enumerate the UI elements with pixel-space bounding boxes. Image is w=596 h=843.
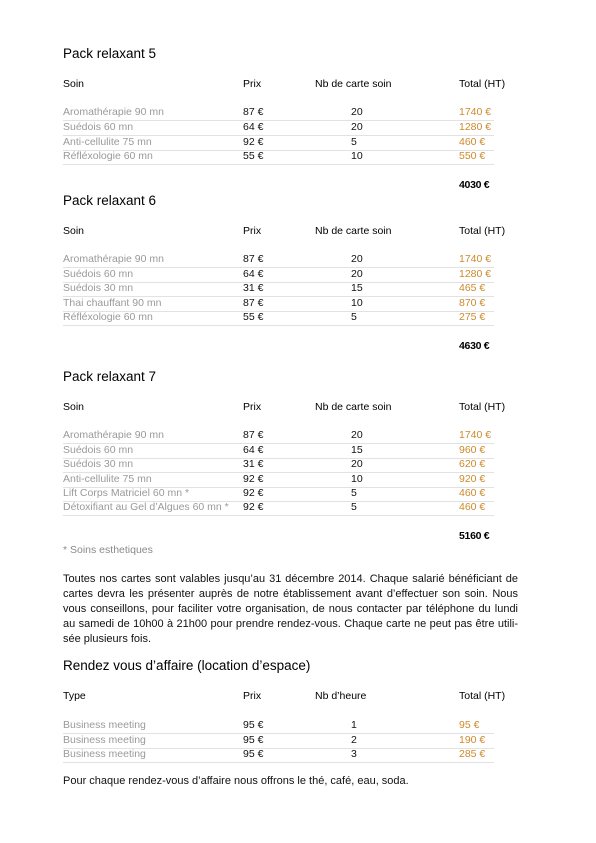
- soin-name: Réfléxologie 60 mn: [63, 150, 153, 162]
- soin-name: Détoxifiant au Gel d’Algues 60 mn *: [63, 501, 229, 513]
- header-nb-heure: Nb d’heure: [315, 690, 367, 702]
- soin-price: 64 €: [243, 268, 264, 280]
- type-total: 190 €: [459, 734, 486, 746]
- soin-qty: 20: [351, 253, 363, 265]
- soin-total: 870 €: [459, 297, 486, 309]
- soin-total: 1280 €: [459, 268, 492, 280]
- type-price: 95 €: [243, 748, 264, 760]
- header-total: Total (HT): [459, 401, 506, 413]
- soin-total: 460 €: [459, 136, 486, 148]
- header-prix: Prix: [243, 690, 262, 702]
- header-prix: Prix: [243, 78, 262, 90]
- soin-total: 1740 €: [459, 253, 492, 265]
- soin-price: 87 €: [243, 253, 264, 265]
- header-soin: Soin: [63, 401, 85, 413]
- table-row: [63, 252, 494, 268]
- header-prix: Prix: [243, 225, 262, 237]
- table-row: [63, 120, 494, 136]
- soin-total: 920 €: [459, 473, 486, 485]
- soin-qty: 20: [351, 429, 363, 441]
- soin-price: 92 €: [243, 136, 264, 148]
- header-type: Type: [63, 690, 86, 702]
- soin-name: Suédois 30 mn: [63, 282, 134, 294]
- soin-total: 460 €: [459, 487, 486, 499]
- soin-qty: 20: [351, 268, 363, 280]
- soin-name: Réfléxologie 60 mn: [63, 311, 153, 323]
- header-nb: Nb de carte soin: [315, 78, 392, 90]
- soin-price: 31 €: [243, 282, 264, 294]
- soin-name: Aromathérapie 90 mn: [63, 106, 164, 118]
- soin-qty: 15: [351, 282, 363, 294]
- soin-name: Aromathérapie 90 mn: [63, 253, 164, 265]
- table-row: [63, 310, 494, 326]
- soin-qty: 10: [351, 473, 363, 485]
- soin-price: 92 €: [243, 501, 264, 513]
- soin-price: 31 €: [243, 458, 264, 470]
- table-row: [63, 500, 494, 516]
- soin-total: 460 €: [459, 501, 486, 513]
- soin-qty: 20: [351, 121, 363, 133]
- soin-total: 960 €: [459, 444, 486, 456]
- soin-name: Suédois 60 mn: [63, 121, 134, 133]
- table-row: [63, 457, 494, 473]
- soin-price: 87 €: [243, 106, 264, 118]
- header-soin: Soin: [63, 78, 85, 90]
- bottom-note: Pour chaque rendez-vous d’affaire nous offrons le thé, café, eau, soda.: [63, 775, 409, 787]
- soin-price: 92 €: [243, 487, 264, 499]
- header-total: Total (HT): [459, 78, 506, 90]
- type-name: Business meeting: [63, 734, 146, 746]
- type-qty: 3: [351, 748, 357, 760]
- soin-total: 465 €: [459, 282, 486, 294]
- header-total: Total (HT): [459, 690, 506, 702]
- table-row: [63, 718, 494, 734]
- soin-qty: 10: [351, 150, 363, 162]
- type-name: Business meeting: [63, 748, 146, 760]
- soin-total: 620 €: [459, 458, 486, 470]
- table-row: [63, 747, 494, 763]
- business-title: Rendez vous d’affaire (location d’espace): [63, 658, 311, 673]
- grand-total: 4630 €: [459, 340, 490, 352]
- pack-title: Pack relaxant 5: [63, 46, 157, 61]
- soin-price: 92 €: [243, 473, 264, 485]
- soin-name: Thai chauffant 90 mn: [63, 297, 162, 309]
- soin-price: 64 €: [243, 444, 264, 456]
- soin-name: Anti-cellulite 75 mn: [63, 473, 152, 485]
- header-nb: Nb de carte soin: [315, 225, 392, 237]
- type-price: 95 €: [243, 719, 264, 731]
- soin-name: Lift Corps Matriciel 60 mn *: [63, 487, 190, 499]
- type-total: 285 €: [459, 748, 486, 760]
- header-total: Total (HT): [459, 225, 506, 237]
- pack-title: Pack relaxant 7: [63, 369, 157, 384]
- soin-qty: 5: [351, 311, 357, 323]
- soin-name: Suédois 30 mn: [63, 458, 134, 470]
- type-price: 95 €: [243, 734, 264, 746]
- soin-total: 275 €: [459, 311, 486, 323]
- soin-total: 550 €: [459, 150, 486, 162]
- table-row: [63, 149, 494, 165]
- soin-name: Suédois 60 mn: [63, 444, 134, 456]
- header-prix: Prix: [243, 401, 262, 413]
- table-row: [63, 105, 494, 121]
- type-total: 95 €: [459, 719, 480, 731]
- table-row: [63, 281, 494, 297]
- soin-price: 55 €: [243, 150, 264, 162]
- soin-qty: 5: [351, 501, 357, 513]
- header-nb: Nb de carte soin: [315, 401, 392, 413]
- soin-price: 55 €: [243, 311, 264, 323]
- soin-name: Aromathérapie 90 mn: [63, 429, 164, 441]
- soin-price: 87 €: [243, 429, 264, 441]
- soin-qty: 5: [351, 136, 357, 148]
- type-qty: 1: [351, 719, 357, 731]
- soin-total: 1280 €: [459, 121, 492, 133]
- soin-qty: 10: [351, 297, 363, 309]
- grand-total: 4030 €: [459, 179, 490, 191]
- grand-total: 5160 €: [459, 530, 490, 542]
- soin-total: 1740 €: [459, 429, 492, 441]
- table-row: [63, 428, 494, 444]
- footnote: * Soins esthetiques: [63, 544, 153, 556]
- type-qty: 2: [351, 734, 357, 746]
- soin-name: Anti-cellulite 75 mn: [63, 136, 152, 148]
- terms-paragraph: Toutes nos cartes sont valables jusqu’au 31 décembre 2014. Chaque salarié bénéficiant de cartes devra les présenter auprès de notre établissement avant d’effectuer son soin. Nous vous conseillons, pour faciliter votre organisation, de nous contacter par téléphone du lundi au samedi de 10h00 à 21h00 pour prendre rendez-vous. Chaque carte ne peut pas être utili-sée plusieurs fois.: [63, 573, 518, 645]
- soin-name: Suédois 60 mn: [63, 268, 134, 280]
- soin-price: 87 €: [243, 297, 264, 309]
- header-soin: Soin: [63, 225, 85, 237]
- soin-total: 1740 €: [459, 106, 492, 118]
- type-name: Business meeting: [63, 719, 146, 731]
- soin-qty: 5: [351, 487, 357, 499]
- soin-qty: 20: [351, 458, 363, 470]
- soin-price: 64 €: [243, 121, 264, 133]
- pack-title: Pack relaxant 6: [63, 193, 157, 208]
- soin-qty: 20: [351, 106, 363, 118]
- soin-qty: 15: [351, 444, 363, 456]
